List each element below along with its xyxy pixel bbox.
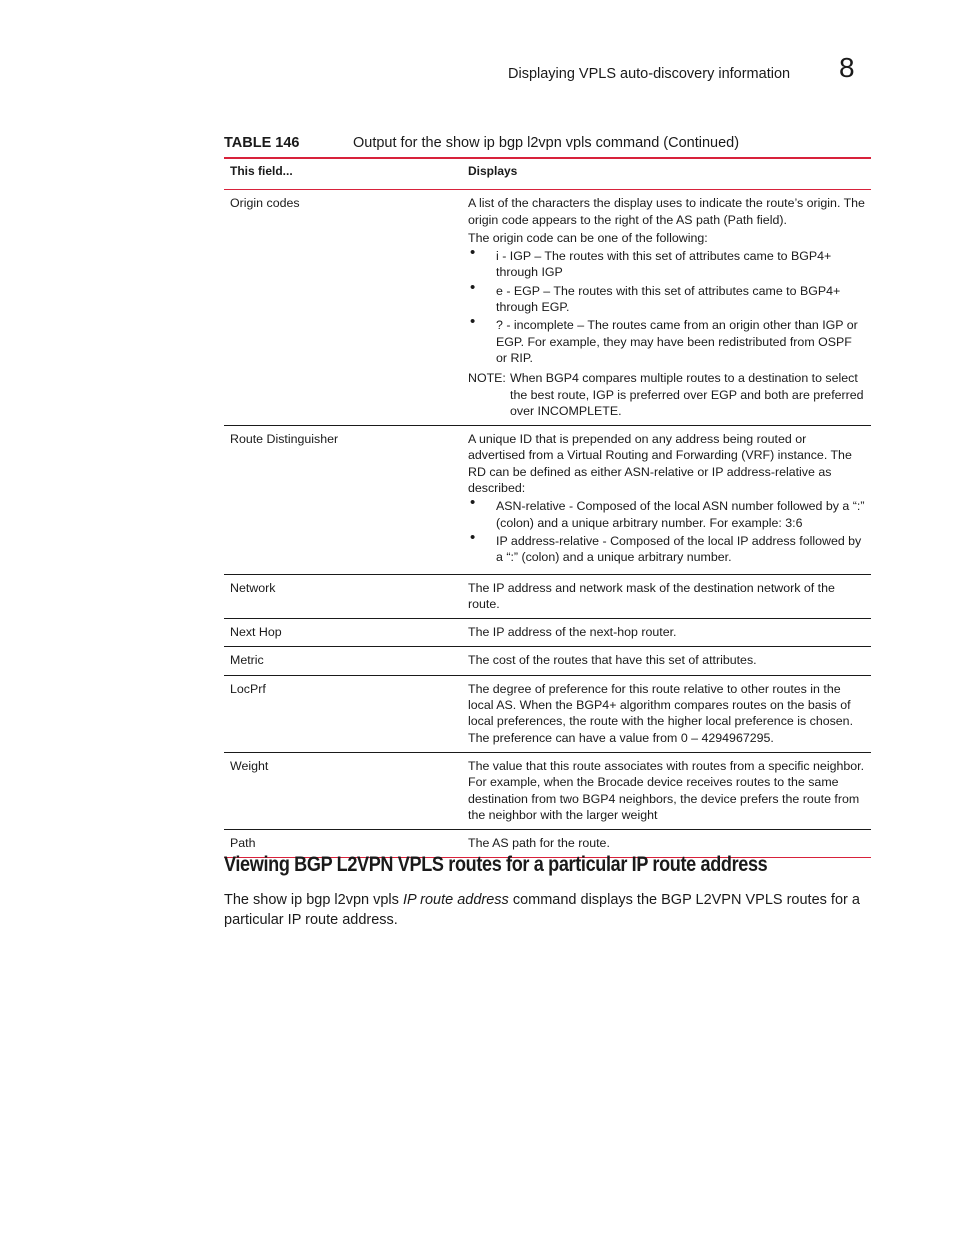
list-item-text: e - EGP – The routes with this set of attributes came to BGP4+ through EGP. [496, 283, 841, 315]
field-name: Weight [224, 752, 456, 829]
field-description [456, 426, 871, 574]
para-text-start: The show ip bgp l2vpn vpls [224, 892, 403, 908]
table-header-row [224, 158, 871, 190]
field-name: Path [224, 830, 456, 858]
bullet-icon: • [470, 494, 476, 512]
para-text-end: command displays the BGP L2VPN VPLS routes for a particular IP route address. [224, 892, 860, 928]
list-item [468, 313, 865, 366]
field-description: The IP address and network mask of the destination network of the route. [456, 574, 871, 619]
list-item-text: i - IGP – The routes with this set of attributes came to BGP4+ through IGP [496, 249, 832, 280]
table-title: Output for the show ip bgp l2vpn vpls command (Continued) [353, 135, 740, 151]
field-description: The AS path for the route. [456, 830, 871, 858]
chapter-number: 8 [839, 52, 855, 83]
description-text: A unique ID that is prepended on any address being routed or advertised from a Virtual Routing and Forwarding (VRF) instance. The RD can be defined as either ASN-relative or IP address-relative as described: [468, 432, 852, 496]
bullet-icon: • [470, 528, 476, 546]
description-text: The origin code can be one of the following: [468, 230, 708, 245]
table-number: TABLE 146 [224, 135, 300, 151]
field-name: Origin codes [224, 190, 456, 426]
table-row [224, 619, 871, 647]
list-item [468, 244, 865, 281]
column-header-field: This field... [224, 158, 456, 190]
field-description: The value that this route associates with routes from a specific neighbor. For example, when the Brocade device receives routes to the same destination from two BGP4 neighbors, the device prefers the route from the neighbor with the larger weight [456, 752, 871, 829]
bullet-icon: • [470, 244, 476, 262]
column-header-displays: Displays [456, 158, 871, 190]
field-name: Next Hop [224, 619, 456, 647]
table-row [224, 647, 871, 675]
field-name: Route Distinguisher [224, 426, 456, 574]
list-item [468, 278, 865, 316]
table-row [224, 190, 871, 426]
body-paragraph [224, 891, 874, 930]
field-description: The degree of preference for this route relative to other routes in the local AS. When the BGP4+ algorithm compares routes on the basis of local preferences, the route with the higher local preference is chosen. The preference can have a value from 0 – 4294967295. [456, 675, 871, 752]
field-name: Metric [224, 647, 456, 675]
field-description: The cost of the routes that have this set of attributes. [456, 647, 871, 675]
note-text: When BGP4 compares multiple routes to a destination to select the best route, IGP is preferred over EGP and both are preferred over INCOMPLETE. [510, 371, 864, 418]
field-name: Network [224, 574, 456, 619]
list-item-text: IP address-relative - Composed of the local IP address followed by a “:” (colon) and a unique arbitrary number. [496, 533, 862, 565]
table-caption [224, 135, 871, 151]
para-text-italic: IP route address [402, 892, 509, 908]
bullet-icon: • [470, 313, 476, 331]
note-label: NOTE: [468, 371, 506, 386]
field-name: LocPrf [224, 675, 456, 752]
table-row [224, 752, 871, 829]
field-description: The IP address of the next-hop router. [456, 619, 871, 647]
list-item [468, 494, 865, 531]
field-description [456, 190, 871, 426]
table-row [224, 574, 871, 619]
table-row [224, 426, 871, 574]
note [468, 370, 865, 419]
reference-table [224, 157, 871, 858]
bullet-list [468, 494, 865, 565]
list-item [468, 528, 865, 566]
table-row [224, 675, 871, 752]
bullet-icon: • [470, 278, 476, 296]
list-item-text: ASN-relative - Composed of the local ASN number followed by a “:” (colon) and a unique arbitrary number. For example: 3:6 [496, 499, 865, 530]
list-item-text: ? - incomplete – The routes came from an origin other than IGP or EGP. For example, they may have been redistributed from OSPF or RIP. [496, 318, 858, 365]
running-header-title: Displaying VPLS auto-discovery information [508, 66, 791, 82]
description-text: A list of the characters the display uses to indicate the route’s origin. The origin code appears to the right of the AS path (Path field). [468, 196, 865, 227]
section-heading: Viewing BGP L2VPN VPLS routes for a particular IP route address [224, 853, 768, 876]
bullet-list [468, 244, 865, 366]
